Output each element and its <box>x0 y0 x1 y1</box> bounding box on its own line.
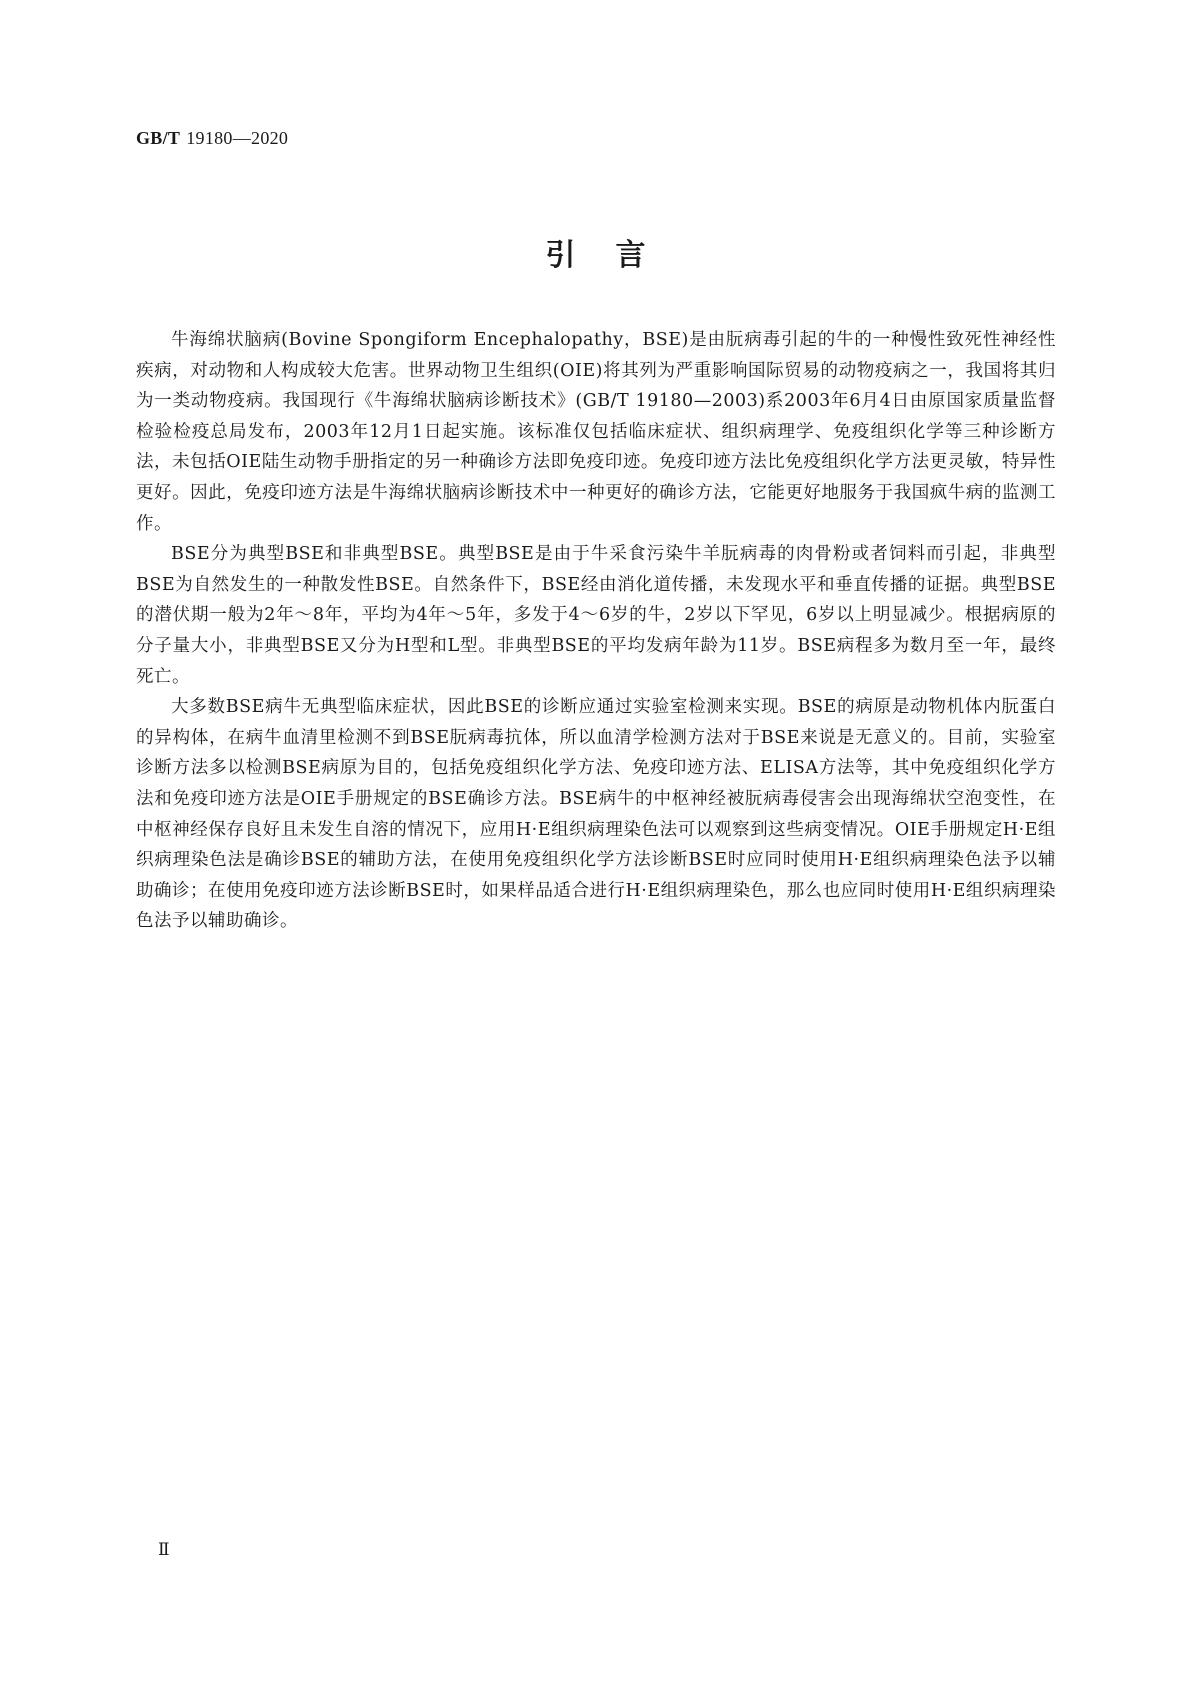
paragraph-2: BSE分为典型BSE和非典型BSE。典型BSE是由于牛采食污染牛羊朊病毒的肉骨粉或者饲料而引起，非典型BSE为自然发生的一种散发性BSE。自然条件下，BSE经由消化道传播，未发现水平和垂直传播的证据。典型BSE的潜伏期一般为2年～8年，平均为4年～5年，多发于4～6岁的牛，2岁以下罕见，6岁以上明显减少。根据病原的分子量大小，非典型BSE又分为H型和L型。非典型BSE的平均发病年龄为11岁。BSE病程多为数月至一年，最终死亡。 <box>136 544 1056 687</box>
page-title: 引言 <box>545 238 686 273</box>
standard-number <box>136 128 288 149</box>
paragraph-1: 牛海绵状脑病(Bovine Spongiform Encephalopathy，BSE)是由朊病毒引起的牛的一种慢性致死性神经性疾病，对动物和人构成较大危害。世界动物卫生组织(OIE)将其列为严重影响国际贸易的动物疫病之一，我国将其归为一类动物疫病。我国现行《牛海绵状脑病诊断技术》(GB/T 19180—2003)系2003年6月4日由原国家质量监督检验检疫总局发布，2003年12月1日起实施。该标准仅包括临床症状、组织病理学、免疫组织化学等三种诊断方法，未包括OIE陆生动物手册指定的另一种确诊方法即免疫印迹。免疫印迹方法比免疫组织化学方法更灵敏，特异性更好。因此，免疫印迹方法是牛海绵状脑病诊断技术中一种更好的确诊方法，它能更好地服务于我国疯牛病的监测工作。 <box>136 330 1056 534</box>
standard-code: GB/T <box>136 128 181 148</box>
body-text <box>136 325 1056 937</box>
paragraph-3: 大多数BSE病牛无典型临床症状，因此BSE的诊断应通过实验室检测来实现。BSE的病原是动物机体内朊蛋白的异构体，在病牛血清里检测不到BSE朊病毒抗体，所以血清学检测方法对于BSE来说是无意义的。目前，实验室诊断方法多以检测BSE病原为目的，包括免疫组织化学方法、免疫印迹方法、ELISA方法等，其中免疫组织化学方法和免疫印迹方法是OIE手册规定的BSE确诊方法。BSE病牛的中枢神经被朊病毒侵害会出现海绵状空泡变性，在中枢神经保存良好且未发生自溶的情况下，应用H·E组织病理染色法可以观察到这些病变情况。OIE手册规定H·E组织病理染色法是确诊BSE的辅助方法，在使用免疫组织化学方法诊断BSE时应同时使用H·E组织病理染色法予以辅助确诊；在使用免疫印迹方法诊断BSE时，如果样品适合进行H·E组织病理染色，那么也应同时使用H·E组织病理染色法予以辅助确诊。 <box>136 697 1056 932</box>
page-number: Ⅱ <box>158 1540 170 1559</box>
standard-number-value: 19180—2020 <box>186 128 289 148</box>
